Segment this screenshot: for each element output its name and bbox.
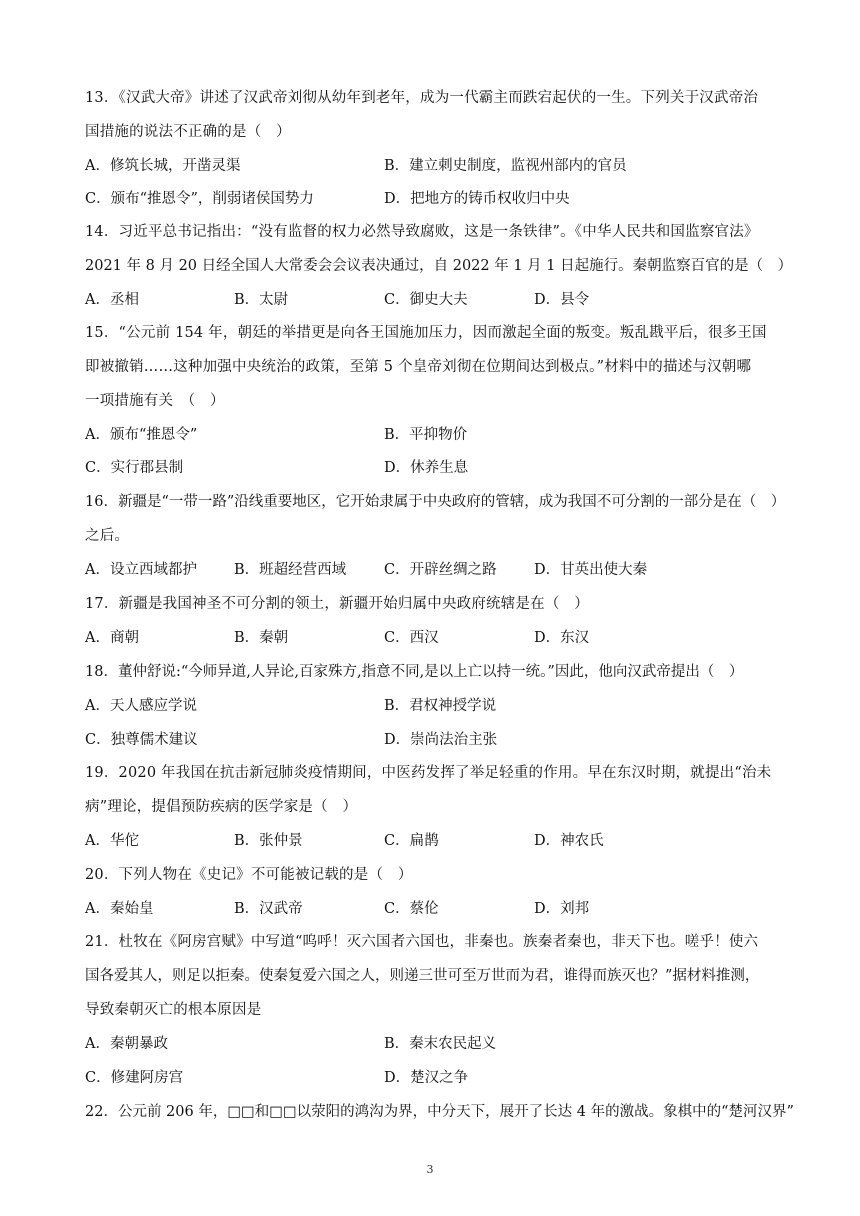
q20-option-b[interactable]: B．汉武帝 <box>234 901 303 917</box>
page-number: 3 <box>426 1163 434 1176</box>
q21-option-a[interactable]: A．秦朝暴政 <box>85 1036 168 1052</box>
q15-stem-line-3: 一项措施有关 （ ） <box>85 393 225 409</box>
q16-option-a[interactable]: A．设立西域都护 <box>85 562 197 578</box>
q21-stem-line-1: 21．杜牧在《阿房宫赋》中写道“呜呼！灭六国者六国也，非秦也。族秦者秦也，非天下也。嗟乎！使六 <box>85 934 759 950</box>
q15-option-a[interactable]: A．颁布“推恩令” <box>85 427 198 443</box>
q21-option-d[interactable]: D．楚汉之争 <box>384 1070 469 1086</box>
q18-option-d[interactable]: D．崇尚法治主张 <box>384 732 498 748</box>
q14-option-d[interactable]: D．县令 <box>534 292 590 308</box>
q19-option-b[interactable]: B．张仲景 <box>234 833 303 849</box>
q15-option-b[interactable]: B．平抑物价 <box>384 427 468 443</box>
q16-option-d[interactable]: D．甘英出使大秦 <box>534 562 648 578</box>
q15-stem-line-1: 15．“公元前 154 年，朝廷的举措更是向各王国施加压力，因而激起全面的叛变。叛乱戡平后，很多王国 <box>85 325 767 341</box>
q13-option-b[interactable]: B．建立刺史制度，监视州部内的官员 <box>384 158 627 174</box>
q16-stem-line-1: 16．新疆是“一带一路”沿线重要地区，它开始隶属于中央政府的管辖，成为我国不可分割的一部分是在（ ） <box>85 494 786 510</box>
q19-stem-line-1: 19．2020 年我国在抗击新冠肺炎疫情期间，中医药发挥了举足轻重的作用。早在东汉时期，就提出“治未 <box>85 765 772 781</box>
q13-option-a[interactable]: A．修筑长城，开凿灵渠 <box>85 158 241 174</box>
q15-option-d[interactable]: D．休养生息 <box>384 460 469 476</box>
q17-option-b[interactable]: B．秦朝 <box>234 630 289 646</box>
q13-stem-line-1: 13．《汉武大帝》讲述了汉武帝刘彻从幼年到老年，成为一代霸主而跌宕起伏的一生。下列关于汉武帝治 <box>85 90 759 106</box>
q21-option-b[interactable]: B．秦末农民起义 <box>384 1036 497 1052</box>
q15-stem-line-2: 即被撤销……这种加强中央统治的政策，至第 5 个皇帝刘彻在位期间达到极点。”材料中的描述与汉朝哪 <box>85 359 752 375</box>
q15-option-c[interactable]: C．实行郡县制 <box>85 460 184 476</box>
q20-option-c[interactable]: C．蔡伦 <box>384 901 439 917</box>
q13-stem-line-2: 国措施的说法不正确的是（ ） <box>85 124 291 140</box>
q14-option-a[interactable]: A．丞相 <box>85 292 139 308</box>
q17-stem-line-1: 17．新疆是我国神圣不可分割的领土，新疆开始归属中央政府统辖是在（ ） <box>85 596 589 612</box>
q18-option-b[interactable]: B．君权神授学说 <box>384 698 497 714</box>
q13-option-d[interactable]: D．把地方的铸币权收归中央 <box>384 191 570 207</box>
q14-stem-line-2: 2021 年 8 月 20 日经全国人大常委会会议表决通过，自 2022 年 1 月 1 日起施行。秦朝监察百官的是（ ） <box>85 258 793 274</box>
q14-stem-line-1: 14．习近平总书记指出：“没有监督的权力必然导致腐败，这是一条铁律”。《中华人民共和国监察官法》 <box>85 224 759 240</box>
q18-stem-line-1: 18．董仲舒说:“今师异道,人异论,百家殊方,指意不同,是以上亡以持一统。”因此，他向汉武帝提出（ ） <box>85 664 744 680</box>
q21-stem-line-3: 导致秦朝灭亡的根本原因是 <box>85 1002 262 1018</box>
q19-stem-line-2: 病”理论，提倡预防疾病的医学家是（ ） <box>85 799 358 815</box>
q14-option-b[interactable]: B．太尉 <box>234 292 289 308</box>
q16-option-b[interactable]: B．班超经营西域 <box>234 562 347 578</box>
q22-stem-line-1: 22．公元前 206 年，□□和□□以荥阳的鸿沟为界，中分天下，展开了长达 4 年的激战。象棋中的“楚河汉界” <box>85 1104 794 1120</box>
q21-stem-line-2: 国各爱其人，则足以拒秦。使秦复爱六国之人，则递三世可至万世而为君，谁得而族灭也？”据材料推测， <box>85 968 760 984</box>
q20-stem-line-1: 20．下列人物在《史记》不可能被记载的是（ ） <box>85 867 413 883</box>
q16-option-c[interactable]: C．开辟丝绸之路 <box>384 562 497 578</box>
q21-option-c[interactable]: C．修建阿房宫 <box>85 1070 184 1086</box>
q13-option-c[interactable]: C．颁布“推恩令”，削弱诸侯国势力 <box>85 191 314 207</box>
q18-option-c[interactable]: C．独尊儒术建议 <box>85 732 198 748</box>
q14-option-c[interactable]: C．御史大夫 <box>384 292 468 308</box>
q17-option-c[interactable]: C．西汉 <box>384 630 439 646</box>
q19-option-d[interactable]: D．神农氏 <box>534 833 604 849</box>
q17-option-a[interactable]: A．商朝 <box>85 630 139 646</box>
q19-option-a[interactable]: A．华佗 <box>85 833 139 849</box>
q17-option-d[interactable]: D．东汉 <box>534 630 590 646</box>
q20-option-d[interactable]: D．刘邦 <box>534 901 590 917</box>
q20-option-a[interactable]: A．秦始皇 <box>85 901 154 917</box>
q18-option-a[interactable]: A．天人感应学说 <box>85 698 197 714</box>
q19-option-c[interactable]: C．扁鹊 <box>384 833 439 849</box>
q16-stem-line-2: 之后。 <box>85 528 130 544</box>
